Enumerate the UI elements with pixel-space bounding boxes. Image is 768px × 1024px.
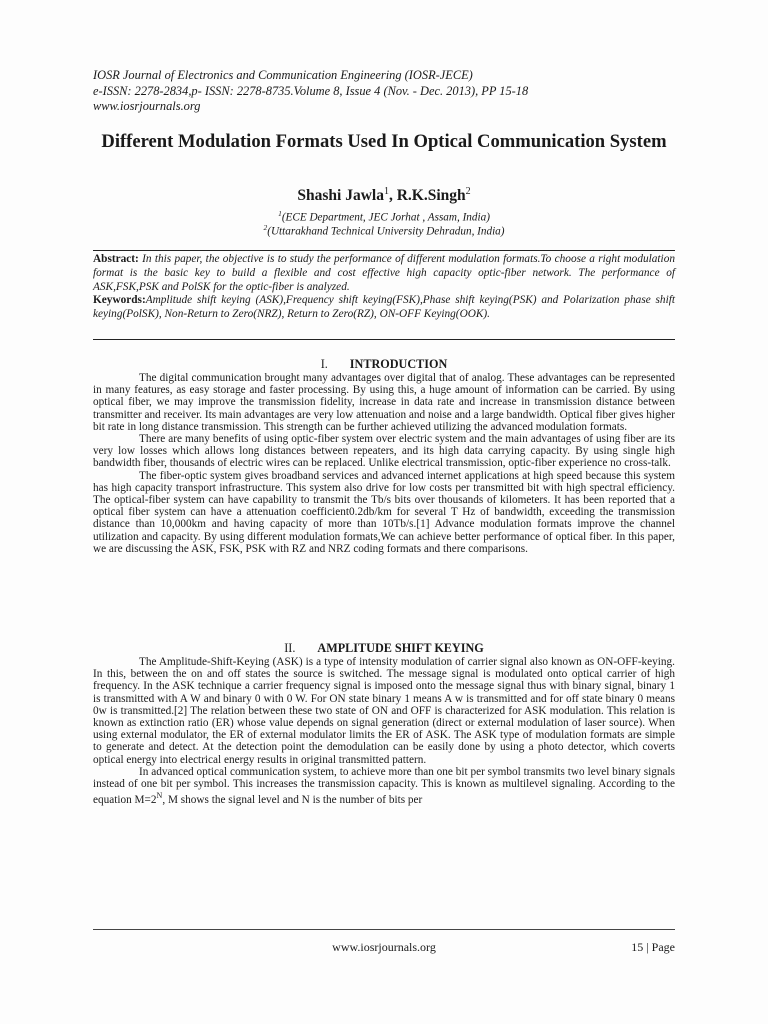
section-number: I.	[320, 357, 328, 371]
abstract-label: Abstract:	[93, 253, 139, 265]
journal-name: IOSR Journal of Electronics and Communication Engineering (IOSR-JECE)	[93, 68, 473, 82]
keywords-label: Keywords:	[93, 294, 146, 307]
section-heading-introduction	[93, 357, 675, 372]
journal-website: www.iosrjournals.org	[93, 99, 201, 113]
author-list	[90, 186, 678, 205]
abstract-bottom-rule	[93, 339, 675, 340]
paragraph-text: In advanced optical communication system, to achieve more than one bit per symbol transmits two level binary signals instead of one bit per symbol. This increases the transmission capacity. This is known as multilevel signaling. According to the equation M=2	[93, 765, 675, 806]
abstract-block	[93, 253, 675, 322]
author-separator: ,	[388, 187, 397, 205]
affiliation	[90, 209, 678, 224]
exponent: N	[156, 791, 163, 801]
footer-rule	[93, 929, 675, 930]
author-name: R.K.Singh	[396, 187, 466, 205]
paragraph: The digital communication brought many advantages over digital that of analog. These advantages can be represented in many features, as easy storage and faster processing. By using this, a huge amount of information can be carried. By using optical fiber, we may improve the transmission fidelity, increase in data rate and increase in transmission distance between transmitter and receiver. Its main advantages are very low attenuation and noise and a large bandwidth. Optical fiber gives higher bit rate in long distance transmission. This strength can be further achieved utilizing the advanced modulation formats.	[93, 372, 675, 433]
paragraph: The fiber-optic system gives broadband services and advanced internet applications at high speed because this system has high capacity transport infrastructure. This system also drive for low costs per transmitted bit with high spectral efficiency. The optical-fiber system can have capability to transmit the Tb/s bits over thousands of kilometers. It has been reported that a optical fiber system can have a attenuation coefficient0.2db/km for several T Hz of bandwidth, exceeding the transmission distance than 10,000km and having capacity of more than 10Tb/s.[1] Advance modulation formats improve the channel utilization and capacity. By using different modulation formats,We can achieve better performance of optical fiber. In this paper, we are discussing the ASK, FSK, PSK with RZ and NRZ coding formats and there comparisons.	[93, 469, 675, 555]
affiliation	[90, 223, 678, 238]
section-heading-ask	[93, 641, 675, 656]
journal-header	[93, 68, 528, 115]
section-title: AMPLITUDE SHIFT KEYING	[317, 641, 484, 655]
abstract-text: In this paper, the objective is to study the performance of different modulation formats.To choose a right modulation format is the basic key to build a flexible and cost effective high capacity optic-fiber network. The performance of ASK,FSK,PSK and PolSK for the optic-fiber is analyzed.	[93, 253, 675, 293]
ask-body	[93, 656, 675, 806]
introduction-body	[93, 372, 675, 555]
affiliation-mark: 1	[278, 209, 282, 218]
paragraph: There are many benefits of using optic-fiber system over electric system and the main advantages of using fiber are its very low losses which allows long distances between repeaters, and its high data carrying capacity. By using single high bandwidth fiber, thousands of electric wires can be replaced. Unlike electrical transmission, optic-fiber experience no cross-talk.	[93, 433, 675, 470]
section-title: INTRODUCTION	[349, 357, 448, 371]
affiliation-mark: 2	[263, 223, 268, 232]
author-affil-mark: 2	[465, 186, 471, 197]
page-number: 15 | Page	[631, 940, 675, 954]
paragraph: The Amplitude-Shift-Keying (ASK) is a type of intensity modulation of carrier signal also known as ON-OFF-keying. In this, between the on and off states the source is switched. The message signal is modulated onto optical carrier of high frequency. In the ASK technique a carrier frequency signal is imposed onto the message signal thus with binary signal, binary 1 is transmitted with A W and binary 0 with 0 W. For ON state binary 1 means A w is transmitted and for off state binary 0 means 0w is transmitted.[2] The relation between these two state of ON and OFF is characterized for ASK modulation. This relation is known as extinction ratio (ER) whose value depends on signal generation (direct or external modulation of laser source). When using external modulator, the ER of external modulator limits the ER of ASK. The ASK type of modulation formats are simple to generate and detect. At the detection point the demodulation can be easily done by using a photo detector, which coverts optical energy into electrical energy results in original transmitted pattern.	[93, 656, 675, 766]
author-affil-mark: 1	[383, 186, 389, 197]
author-name: Shashi Jawla	[297, 187, 384, 205]
paper-title: Different Modulation Formats Used In Optical Communication System	[101, 131, 667, 152]
abstract-top-rule	[93, 250, 675, 251]
paragraph	[93, 766, 675, 806]
paragraph-text: , M shows the signal level and N is the number of bits per	[162, 793, 423, 806]
footer-website: www.iosrjournals.org	[332, 940, 436, 954]
keywords-text: Amplitude shift keying (ASK),Frequency shift keying(FSK),Phase shift keying(PSK) and Polarization phase shift keying(PolSK), Non-Return to Zero(NRZ), Return to Zero(RZ), ON-OFF Keying(OOK).	[93, 294, 675, 321]
journal-issn: e-ISSN: 2278-2834,p- ISSN: 2278-8735.Volume 8, Issue 4 (Nov. - Dec. 2013), PP 15-18	[93, 83, 529, 98]
affiliation-text: (ECE Department, JEC Jorhat , Assam, India)	[281, 211, 490, 224]
affiliation-text: (Uttarakhand Technical University Dehradun, India)	[267, 225, 505, 238]
section-number: II.	[284, 641, 296, 655]
